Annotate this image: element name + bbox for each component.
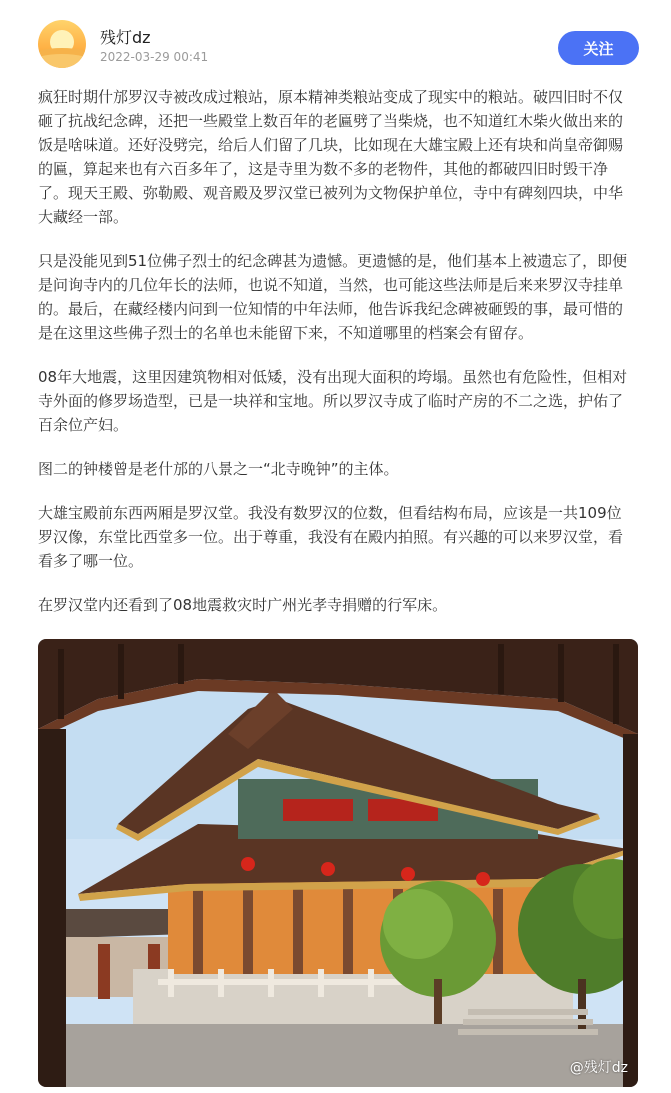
post-paragraph: 图二的钟楼曾是老什邡的八景之一“北寺晚钟”的主体。: [38, 460, 399, 478]
post-photo[interactable]: [38, 639, 638, 1087]
hall-plaque: [283, 799, 353, 821]
post-paragraph: 只是没能见到51位佛子烈士的纪念碑甚为遗憾。更遗憾的是，他们基本上被遗忘了，即便是问询寺内的几位年长的法师，也说不知道，当然，也可能这些法师是后来来罗汉寺挂单的。最后，在藏经楼内问到一位知情的中年法师，他告诉我纪念碑被砸毁的事，最可惜的是在这里这些佛子烈士的名单也未能留下来，不知道哪里的档案会有留存。: [38, 252, 628, 342]
post-paragraph: 08年大地震，这里因建筑物相对低矮，没有出现大面积的垮塌。虽然也有危险性，但相对寺外面的修罗场造型，已是一块祥和宝地。所以罗汉寺成了临时产房的不二之选，护佑了百余位产妇。: [38, 368, 628, 434]
avatar-wave-shape: [38, 54, 86, 68]
post-paragraph: 疯狂时期什邡罗汉寺被改成过粮站，原本精神类粮站变成了现实中的粮站。破四旧时不仅砸了抗战纪念碑，还把一些殿堂上数百年的老匾劈了当柴烧，也不知道红木柴火做出来的饭是啥味道。还好没劈完，给后人们留了几块，比如现在大雄宝殿上还有块和尚皇帝御赐的匾，算起来也有六百多年了，这是寺里为数不多的老物件，其他的都破四旧时毁干净了。现天王殿、弥勒殿、观音殿及罗汉堂已被列为文物保护单位，寺中有碑刻四块，中华大藏经一部。: [38, 88, 624, 226]
temple-photo-illustration: [38, 639, 638, 1087]
follow-button[interactable]: 关注: [558, 31, 639, 65]
foreground-pillar: [623, 734, 638, 1087]
post-header: [0, 0, 671, 84]
photo-watermark: @残灯dz: [569, 1060, 628, 1076]
post-body: [38, 85, 634, 637]
stone-terrace: [133, 969, 573, 1024]
post-timestamp: 2022-03-29 00:41: [100, 50, 209, 64]
post-paragraph: 大雄宝殿前东西两厢是罗汉堂。我没有数罗汉的位数，但看结构布局，应该是一共109位罗汉像，东堂比西堂多一位。出于尊重，我没有在殿内拍照。有兴趣的可以来罗汉堂，看看多了哪一位。: [38, 504, 624, 570]
author-name[interactable]: 残灯dz: [100, 28, 151, 47]
author-avatar[interactable]: [38, 20, 86, 68]
foreground-pillar: [38, 729, 66, 1087]
post-paragraph: 在罗汉堂内还看到了08地震救灾时广州光孝寺捐赠的行军床。: [38, 596, 448, 614]
